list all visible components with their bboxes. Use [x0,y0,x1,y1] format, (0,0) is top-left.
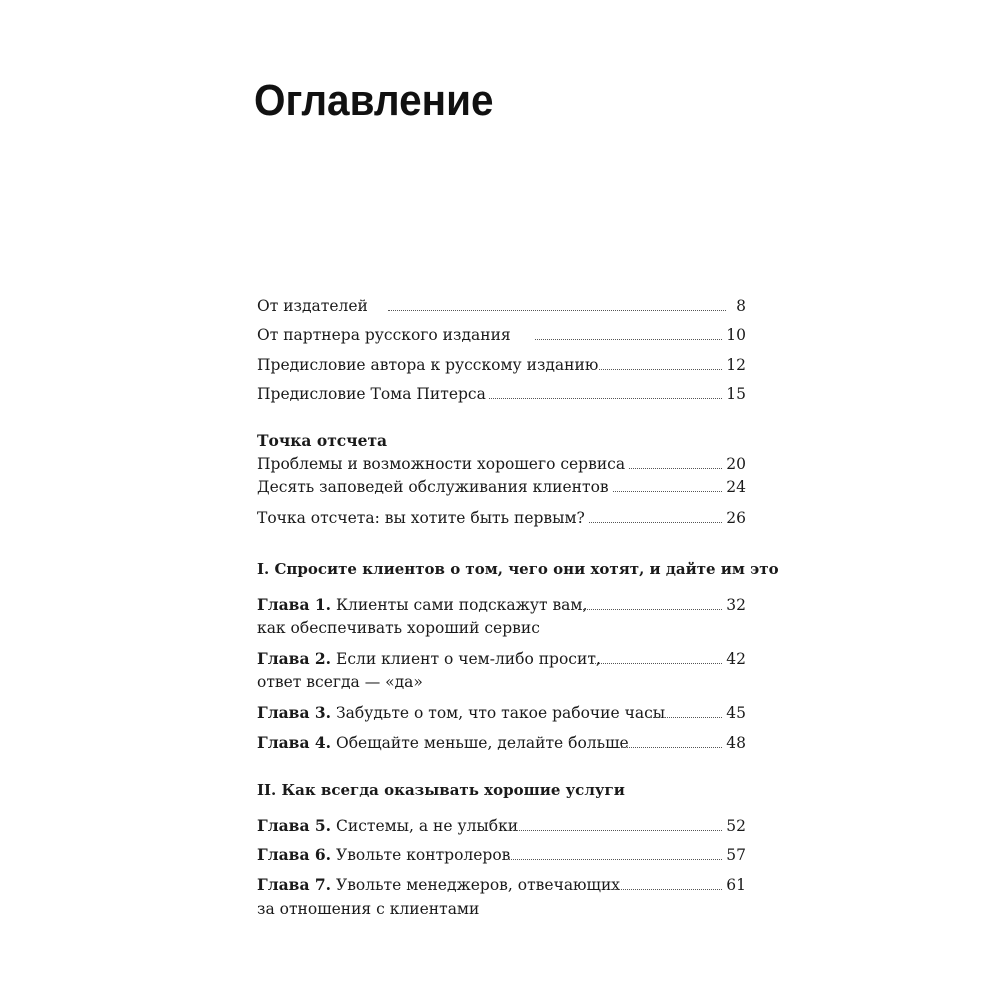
dot-leader [629,468,722,469]
chapter-label: Глава 4. [257,733,332,752]
dot-leader [591,663,722,664]
toc-entry-page: 57 [726,846,746,864]
section-heading: Точка отсчета [257,431,388,450]
toc-entry-page: 52 [726,817,746,835]
dot-leader [505,859,722,860]
chapter-label: Глава 1. [257,595,332,614]
toc-entry-title: От партнера русского издания [257,326,511,344]
toc-entry-title [257,813,518,839]
toc-entry [257,700,746,726]
section-heading: II. Как всегда оказывать хорошие услуги [257,781,625,799]
dot-leader [589,522,722,523]
toc-entry-title: Предисловие Тома Питерса [257,385,486,403]
toc-entry-page: 61 [726,876,746,894]
chapter-title: Клиенты сами подскажут вам, [331,596,588,614]
chapter-label: Глава 3. [257,703,332,722]
dot-leader [613,491,722,492]
toc-entry-page: 8 [736,297,746,315]
chapter-title: Если клиент о чем-либо просит, [331,650,601,668]
chapter-label: Глава 7. [257,875,332,894]
toc-entry [257,293,746,319]
toc-entry-continuation: за отношения с клиентами [257,900,480,918]
toc-entry [257,352,746,378]
toc-entry-page: 20 [726,455,746,473]
dot-leader [509,830,722,831]
chapter-title: Увольте контролеров [331,846,511,864]
chapter-label: Глава 2. [257,649,332,668]
chapter-title: Обещайте меньше, делайте больше [331,734,629,752]
chapter-label: Глава 6. [257,845,332,864]
toc-entry-page: 12 [726,356,746,374]
dot-leader [619,747,722,748]
toc-entry-title: Проблемы и возможности хорошего сервиса [257,455,626,473]
dot-leader [611,889,722,890]
toc-entry-title: Десять заповедей обслуживания клиентов [257,478,609,496]
dot-leader [489,398,722,399]
toc-entry-page: 48 [726,734,746,752]
toc-entry [257,842,746,868]
toc-entry-title: Предисловие автора к русскому изданию [257,356,599,374]
toc-entry-continuation: ответ всегда — «да» [257,673,423,691]
toc-entry-continuation: как обеспечивать хороший сервис [257,619,540,637]
toc-entry-page: 10 [726,326,746,344]
toc-entry-title: Точка отсчета: вы хотите быть первым? [257,509,585,527]
toc-entry [257,872,746,898]
toc-entry [257,381,746,407]
dot-leader [388,310,726,311]
toc-entry-page: 45 [726,704,746,722]
chapter-label: Глава 5. [257,816,332,835]
toc-entry [257,474,746,500]
toc-entry-title [257,872,620,898]
dot-leader [599,369,722,370]
toc-entry-title [257,842,510,868]
toc-entry-page: 26 [726,509,746,527]
chapter-title: Системы, а не улыбки [331,817,519,835]
chapter-title: Увольте менеджеров, отвечающих [331,876,621,894]
section-heading: I. Спросите клиентов о том, чего они хотят, и дайте им это [257,560,779,578]
toc-entry-page: 42 [726,650,746,668]
toc-entry [257,322,746,348]
dot-leader [535,339,722,340]
dot-leader [581,609,722,610]
toc-entry-title [257,700,665,726]
toc-entry-page: 32 [726,596,746,614]
toc-entry [257,813,746,839]
dot-leader [651,717,722,718]
toc-entry [257,505,746,531]
toc-entry [257,730,746,756]
toc-entry-page: 24 [726,478,746,496]
chapter-title: Забудьте о том, что такое рабочие часы [331,704,666,722]
toc-entry-title [257,730,629,756]
toc-entry-page: 15 [726,385,746,403]
page-title: Оглавление [254,76,494,125]
toc-entry-title: От издателей [257,297,368,315]
